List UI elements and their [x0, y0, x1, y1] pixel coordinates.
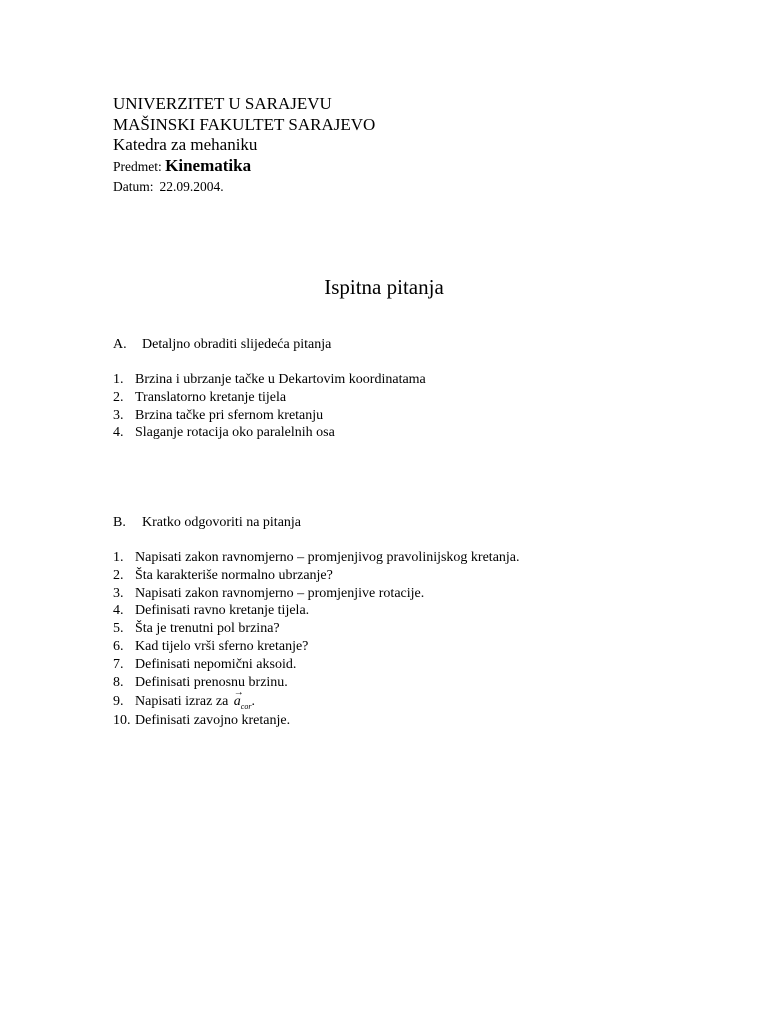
list-item	[113, 602, 520, 620]
item-number: 1.	[113, 550, 124, 565]
item-number: 4.	[113, 603, 124, 619]
item-text: Slaganje rotacija oko paralelnih osa	[135, 425, 335, 441]
item-number: 9.	[113, 694, 124, 710]
item-number: 7.	[113, 656, 124, 672]
item-text: Definisati prenosnu brzinu.	[135, 674, 288, 690]
subject-value: Kinematika	[165, 155, 252, 175]
item-text: Definisati zavojno kretanje.	[135, 713, 291, 729]
item-text: Definisati nepomični aksoid.	[135, 656, 297, 672]
list-item	[113, 620, 520, 638]
list-item	[113, 712, 520, 730]
list-item	[113, 424, 426, 442]
date-value: 22.09.2004.	[159, 178, 224, 194]
section-b-list	[113, 549, 520, 730]
item-text: Napisati zakon ravnomjerno – promjenjive rotacije.	[135, 585, 425, 601]
list-item	[113, 371, 426, 389]
section-a-list	[113, 371, 426, 442]
item-text: Napisati zakon ravnomjerno – promjenjivog pravolinijskog kretanja.	[135, 550, 520, 565]
list-item	[113, 389, 426, 407]
page-title: Ispitna pitanja	[324, 275, 444, 299]
subject-line	[113, 156, 375, 177]
section-b-title: Kratko odgovoriti na pitanja	[142, 515, 302, 530]
faculty-name: MAŠINSKI FAKULTET SARAJEVO	[113, 114, 376, 134]
item-number: 3.	[113, 585, 124, 601]
list-item	[113, 656, 520, 674]
symbol-letter: a	[233, 694, 241, 710]
item-text: Šta karakteriše normalno ubrzanje?	[135, 567, 333, 583]
section-a-letter: A.	[113, 337, 127, 352]
item-text: Brzina tačke pri sfernom kretanju	[135, 407, 324, 423]
university-name: UNIVERZITET U SARAJEVU	[113, 94, 332, 113]
section-b-letter: B.	[113, 515, 126, 530]
item-suffix: .	[251, 694, 255, 710]
item-number: 8.	[113, 674, 124, 690]
department-name: Katedra za mehaniku	[113, 135, 258, 154]
item-text: Šta je trenutni pol brzina?	[135, 621, 280, 637]
item-number: 3.	[113, 407, 124, 423]
item-number: 4.	[113, 425, 124, 441]
section-b-heading	[113, 514, 301, 532]
item-text: Kad tijelo vrši sferno kretanje?	[135, 638, 309, 654]
item-text: Definisati ravno kretanje tijela.	[135, 603, 310, 619]
section-a-title: Detaljno obraditi slijedeća pitanja	[142, 337, 332, 352]
item-number: 10.	[113, 713, 131, 729]
item-text: Brzina i ubrzanje tačke u Dekartovim koordinatama	[135, 372, 426, 387]
date-label: Datum:	[113, 178, 154, 194]
item-number: 1.	[113, 372, 124, 387]
symbol-subscript: cor	[240, 702, 252, 712]
item-text: Napisati izraz za	[135, 694, 229, 710]
list-item	[113, 549, 520, 567]
item-number: 2.	[113, 389, 124, 405]
date-line	[113, 177, 375, 197]
item-number: 5.	[113, 621, 124, 637]
list-item	[113, 585, 520, 603]
item-number: 6.	[113, 638, 124, 654]
item-number: 2.	[113, 567, 124, 583]
subject-label: Predmet:	[113, 158, 162, 174]
coriolis-acceleration-symbol	[233, 687, 252, 717]
document-header	[113, 94, 375, 197]
vector-arrow-icon: →	[233, 687, 244, 699]
section-a-heading	[113, 336, 331, 354]
list-item	[113, 638, 520, 656]
list-item	[113, 567, 520, 585]
item-text: Translatorno kretanje tijela	[135, 389, 287, 405]
list-item	[113, 674, 520, 692]
list-item	[113, 407, 426, 425]
list-item	[113, 687, 520, 712]
